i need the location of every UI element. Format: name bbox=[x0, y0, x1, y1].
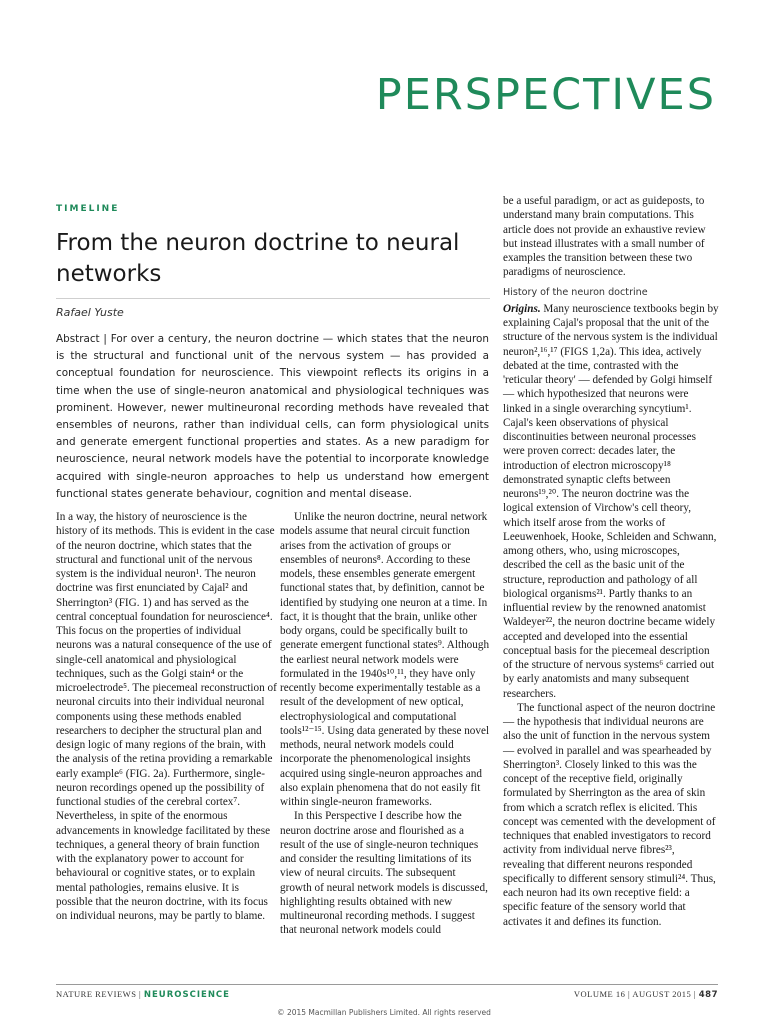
body-column-3 bbox=[503, 194, 719, 929]
journal-name bbox=[56, 989, 230, 1000]
body-paragraph: Unlike the neuron doctrine, neural network models assume that neural circuit function arises from the activation of groups or ensembles of neurons⁸. According to these models, these ensembles generate emergent functional states that, by definition, cannot be identified by studying one neuron at a time. In fact, it is thought that the brain, unlike other body organs, could be specifically built to generate emergent functional states⁹. Although the earliest neural network models were formulated in the 1940s¹⁰,¹¹, they have only recently become experimentally testable as a result of the development of new optical, electrophysiological and computational tools¹²⁻¹⁵. Using data generated by these novel methods, neural network models could incorporate the phenomenological insights acquired using single-neuron approaches and also explain phenomena that do not easily fit within single-neuron frameworks. bbox=[280, 511, 490, 808]
body-column-1 bbox=[56, 510, 278, 923]
abstract: Abstract | For over a century, the neuron doctrine — which states that the neuron is the structural and functional unit of the nervous system — has provided a conceptual foundation for neuroscience. This viewpoint reflects its origins in a time when the use of single-neuron anatomical and physiological techniques was prominent. However, newer multineuronal recording methods have revealed that ensembles of neurons, rather than individual cells, can form physiological units and generate emergent functional properties and states. As a new paradigm for neuroscience, neural network models have the potential to incorporate knowledge acquired with single-neuron approaches to help us understand how emergent functional states generate behaviour, cognition and mental disease. bbox=[56, 333, 489, 500]
paragraph-text: Many neuroscience textbooks begin by explaining Cajal's proposal that the unit of the structure of the nervous system is the individual neuron²,¹⁶,¹⁷ (FIGS 1,2a). This idea, actively debated at the time, contrasted with the 'reticular theory' — defended by Golgi himself — which hypothesized that neurons were linked in a single overarching syncytium¹. Cajal's keen observations of physical discontinuities between neuronal processes were proven correct: decades later, the introduction of electron microscopy¹⁸ demonstrated synaptic clefts between neurons¹⁹,²⁰. The neuron doctrine was the logical extension of Virchow's cell theory, which itself arose from the works of Leeuwenhoek, Hooke, Schleiden and Schwann, among others, who, using microscopes, described the cell as the basic unit of the structure, reproduction and pathology of all biological organisms²¹. Partly thanks to an influential review by the renowned anatomist Waldeyer²², the neuron doctrine became widely accepted and developed into the essential conceptual basis for the piecemeal description of the structure of nervous systems⁶ carried out by early anatomists and many subsequent researchers. bbox=[503, 302, 719, 700]
body-paragraph bbox=[503, 302, 719, 701]
section-label: TIMELINE bbox=[56, 204, 120, 214]
section-heading: History of the neuron doctrine bbox=[503, 286, 648, 298]
article-title: From the neuron doctrine to neural networks bbox=[56, 230, 460, 287]
issue-volume-date: VOLUME 16 | AUGUST 2015 | bbox=[573, 989, 699, 999]
journal-name-section: NEUROSCIENCE bbox=[143, 990, 230, 1000]
body-paragraph: The functional aspect of the neuron doctrine — the hypothesis that individual neurons are also the unit of function in the nervous system — evolved in parallel and was spearheaded by Sherrington³. Closely linked to this was the concept of the receptive field, originally formulated by Sherrington as the area of skin from which a scratch reflex is elicited. This concept was cemented with the development of techniques that enabled investigators to record activity from individual nerve fibres²³, revealing that different neurons responded specifically to different sensory stimuli²⁴. Thus, each neuron had its own receptive field: a specific feature of the sensory world that activates it and defines its function. bbox=[503, 701, 716, 928]
title-divider bbox=[56, 298, 490, 299]
issue-info bbox=[574, 989, 718, 1000]
subsection-label: Origins. bbox=[503, 302, 541, 315]
author-name: Rafael Yuste bbox=[56, 306, 124, 319]
footer-divider bbox=[56, 984, 718, 985]
journal-name-prefix: NATURE REVIEWS | bbox=[56, 989, 144, 999]
section-banner: PERSPECTIVES bbox=[375, 70, 716, 120]
copyright-notice: © 2015 Macmillan Publishers Limited. All rights reserved bbox=[277, 1008, 491, 1017]
body-paragraph: be a useful paradigm, or act as guideposts, to understand many brain computations. This article does not provide an exhaustive review but instead illustrates with a small number of examples the transition between these two paradigms of neuroscience. bbox=[503, 195, 706, 279]
page-number: 487 bbox=[698, 990, 718, 1000]
body-paragraph: In this Perspective I describe how the neuron doctrine arose and flourished as a result of the use of single-neuron techniques and consider the resulting limitations of its view of neural circuits. The subsequent growth of neural network models is discussed, highlighting results obtained with new multineuronal recording methods. I suggest that neuronal network models could bbox=[280, 810, 488, 937]
body-column-2 bbox=[280, 510, 490, 938]
body-paragraph: In a way, the history of neuroscience is the history of its methods. This is evident in the case of the neuron doctrine, which states that the structural and functional unit of the nervous system is the individual neuron¹. The neuron doctrine was first enunciated by Cajal² and Sherrington³ (FIG. 1) and has served as the central conceptual foundation for neuroscience⁴. This focus on the properties of individual neurons was a natural consequence of the use of single-cell anatomical and physiological techniques, such as the Golgi stain⁴ or the microelectrode⁵. The piecemeal reconstruction of neuronal circuits into their individual neuronal components using these methods enabled researchers to decipher the structural plan and design logic of many regions of the brain, with the analysis of the retina providing a remarkable early example⁶ (FIG. 2a). Furthermore, single-neuron recordings opened up the possibility of functional studies of the cerebral cortex⁷. Nevertheless, in spite of the enormous advancements in knowledge facilitated by these techniques, a general theory of brain function with the explanatory power to account for behavioural or cognitive states, or to explain mental pathologies, remains elusive. It is possible that the neuron doctrine, with its focus on individual neurons, may be partly to blame. bbox=[56, 511, 277, 922]
